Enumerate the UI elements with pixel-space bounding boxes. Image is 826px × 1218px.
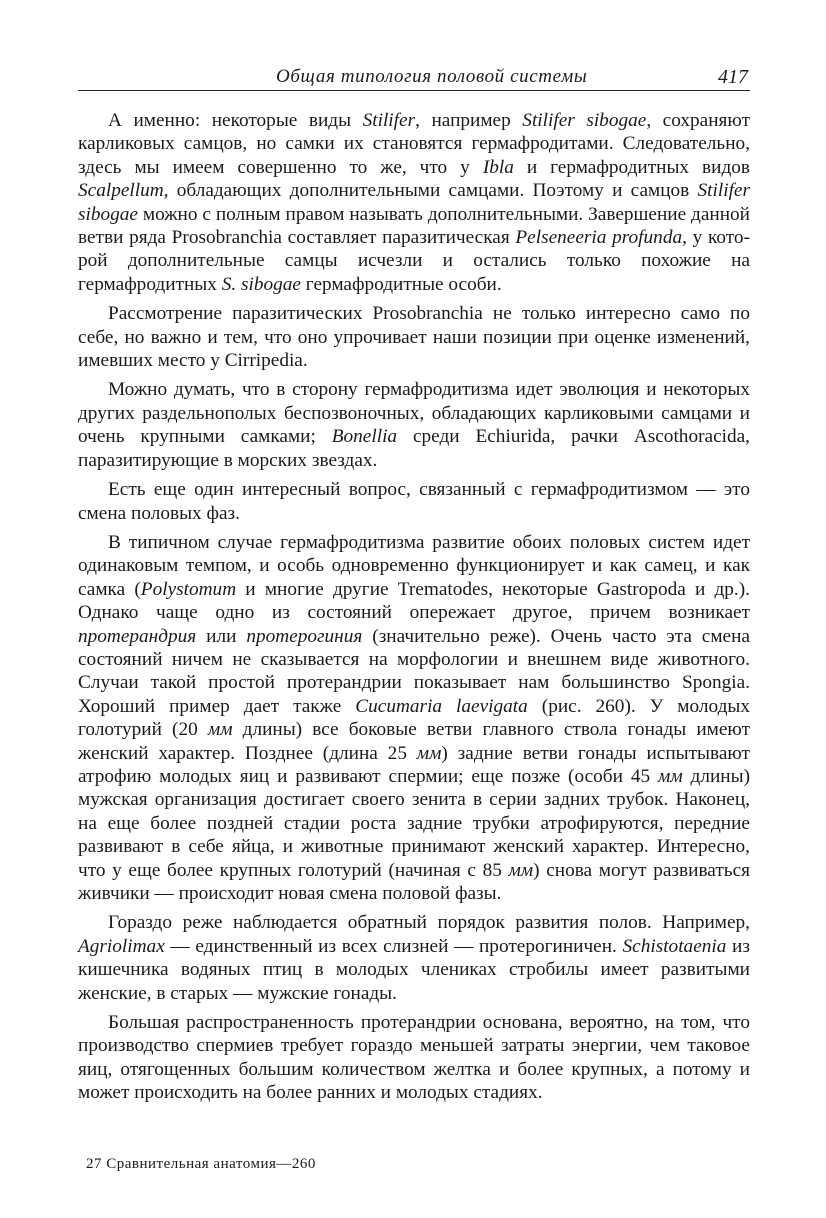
text-run: Можно думать, что в сторону гермафродитизма идет эволюция и некоторых других раздельнополых беспозвоночных, обладающих карликовыми самцами и очень крупными самками; [78,379,750,448]
text-run: среди Echiurida, рачки Ascothoracida, паразитирующие в морских звездах. [78,426,750,471]
book-page [78,60,750,1190]
text-run: Большая распространенность протерандрии основана, вероятно, на том, что производство спермиев требует гораздо меньшей затраты энергии, чем таковое яиц, отягощенных большим количеством желтка и более крупных, а потому и может происходить на более ранних и молодых стадиях. [78,1012,750,1104]
text-run: Есть еще один интересный вопрос, связанный с гермафродитизмом — это смена половых фаз. [78,479,750,524]
italic-term: мм [508,859,534,881]
italic-term: Cucumaria laevigata [355,695,528,717]
paragraph [78,911,750,1005]
paragraph [78,302,750,372]
italic-term: мм [416,742,442,764]
text-run: обладающих дополнительными самцами. Поэтому и самцов [168,180,698,202]
italic-term: протерогиния [246,625,363,647]
running-head-title: Общая типология половой системы [276,66,588,87]
italic-term: Ibla [482,156,514,178]
paragraph [78,1011,750,1105]
paragraph [78,478,750,525]
italic-term: Bonellia [331,426,398,448]
italic-term: Scalpellum, [78,180,169,202]
text-run: — единственный из всех слизней — протерогиничен. [164,935,623,957]
text-run: Рассмотрение паразитических Prosobranchia не только интересно само по себе, но важно и тем, что оно упрочивает наши позиции при оценке изменений, имевших место у Cirripedia. [78,303,750,372]
text-run: можно с полным правом называть дополнительными. Завершение данной ветви ряда Prosobranchia составляет паразитическая [78,203,750,249]
italic-term: мм [658,765,683,787]
italic-term: протерандрия [78,625,197,647]
text-run: гермафродитные особи. [300,273,502,295]
text-run: и гермафродитных видов [513,156,750,178]
running-head [78,60,750,91]
text-run: и многие другие Trematodes, некоторые Gastropoda и др.). Однако чаще одно из состояний опережает другое, причем возникает [78,578,750,624]
italic-term: мм [207,719,233,741]
italic-term: Agriolimax [78,935,165,957]
italic-term: Stilifer sibogae [522,110,647,131]
text-run: А именно: некоторые виды [108,110,363,131]
italic-term: Schistotaenia [622,935,727,957]
text-run: ) задние ветви гонады испытывают атрофию молодых яиц и развивают спермии; еще позже (особи 45 [78,742,750,787]
italic-term: Polystomum [140,578,237,600]
text-run: Гораздо реже наблюдается обратный порядок развития полов. Например, [108,912,750,934]
text-run: ) снова могут развиваться живчики — происходит новая смена половой фазы. [78,859,751,904]
italic-term: Stilifer sibogae [78,180,750,225]
page-number: 417 [718,66,748,88]
paragraph [78,531,750,906]
paragraph [78,109,750,296]
text-run: из кишечника водяных птиц в молодых члениках стробилы имеет развитыми женские, в старых — мужские гонады. [78,935,750,1004]
text-run: (значительно реже). Очень часто эта смена состояний ничем не сказывается на морфологии и внешнем виде животного. Случаи такой простой протерандрии показывает нам большинство Spongia. Хороший пример дает также [78,625,750,717]
printer-signature: 27 Сравнительная анатомия—260 [86,1156,316,1172]
italic-term: Pelseneeria profunda [515,227,683,249]
text-run: длины) мужская организация достигает своего зенита в серии задних трубок. Наконец, на еще более поздней стадии роста задние трубки атрофируются, передние развивают в себе яйца, и животные принимают женский характер. Интересно, что у еще более крупных голотурий (начиная с 85 [78,765,750,881]
text-run: В типичном случае гермафродитизма развитие обоих половых систем идет одинаковым темпом, и особь одновременно функционирует и как самец, и как самка ( [78,531,750,600]
italic-term: S. sibogae [221,273,301,295]
text-run: , у которой дополнительные самцы исчезли и остались только похожие на гермафродитных [78,227,750,295]
text-run: , сохраняют карликовых самцов, но самки их становятся гермафродитами. Следовательно, здесь мы имеем совершенно то же, что у [78,110,750,178]
text-run: длины) все боковые ветви главного ствола гонады имеют женский характер. Позднее (длина 25 [78,719,750,764]
paragraph [78,378,750,472]
body-text [78,109,750,1105]
text-run: (рис. 260). У молодых голотурий (20 [78,695,750,741]
text-run: , например [415,110,523,131]
italic-term: Stilifer [362,110,416,131]
text-run: или [196,625,247,647]
